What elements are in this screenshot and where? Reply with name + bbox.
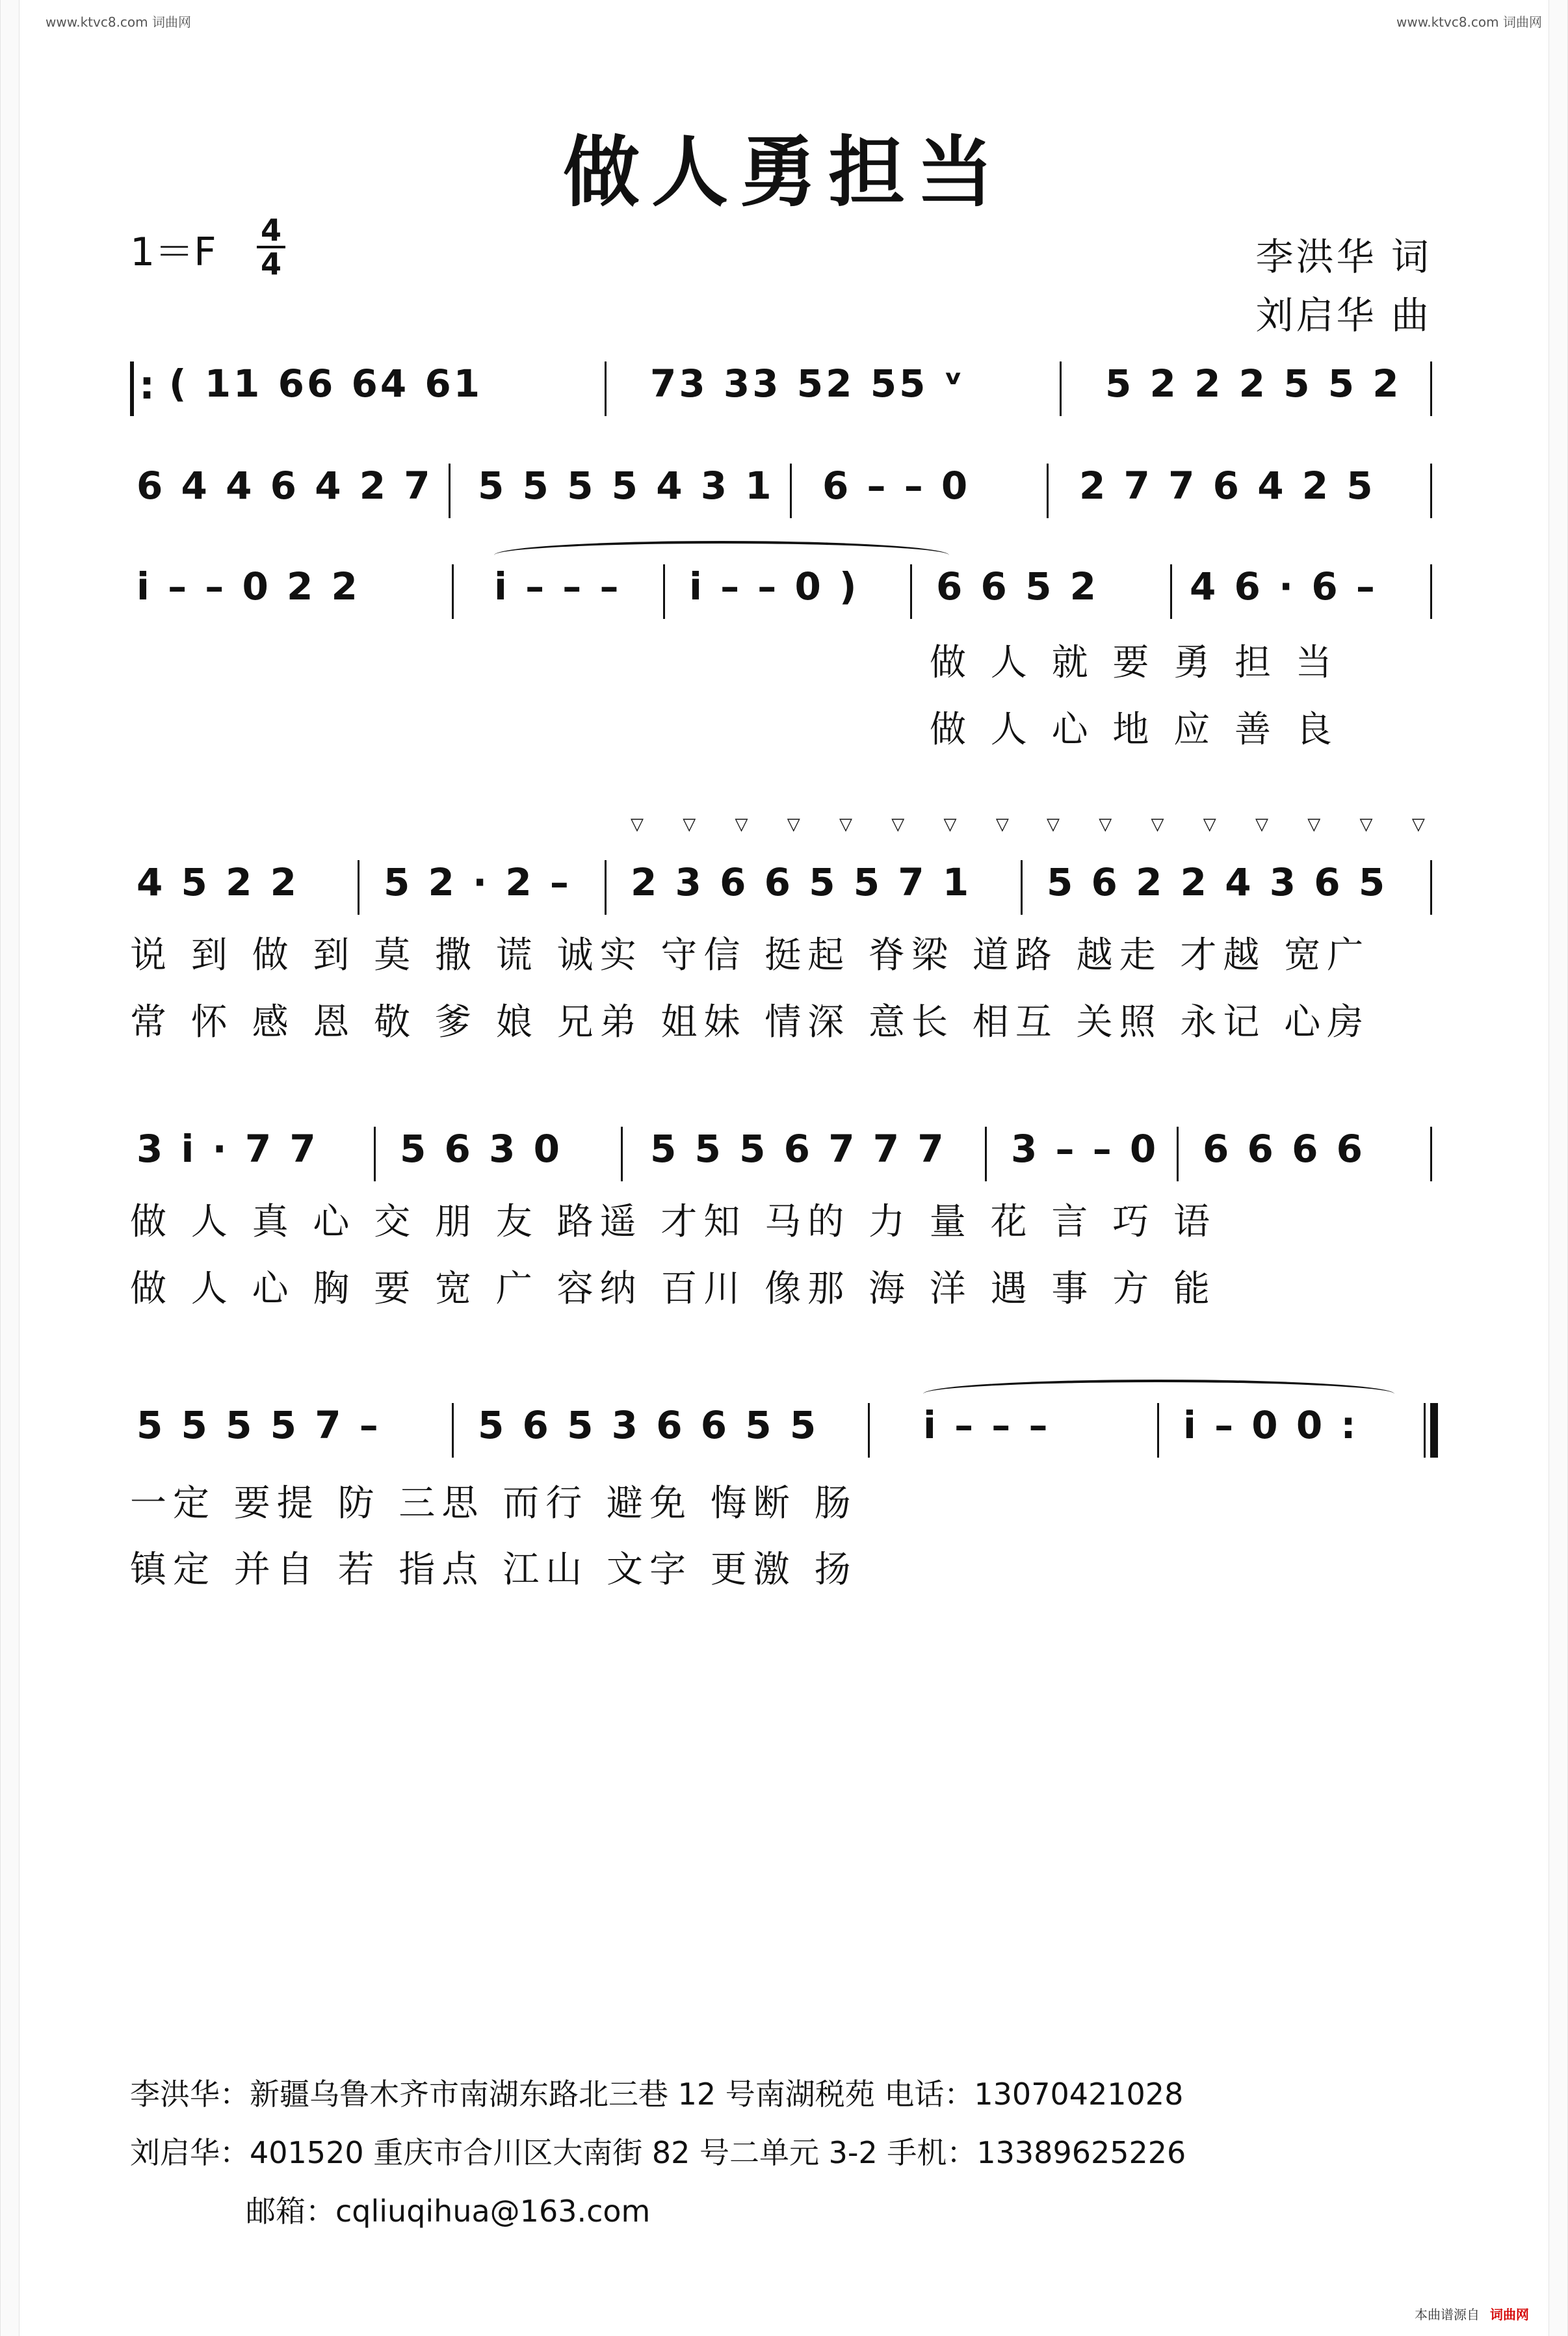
measure: 6 – – 0 bbox=[822, 464, 971, 508]
barline bbox=[1430, 860, 1432, 915]
lyric-verse-2: 做 人 心 地 应 善 良 bbox=[930, 709, 1339, 751]
barline bbox=[985, 1127, 987, 1181]
accent-marks: ▽ ▽ ▽ ▽ ▽ ▽ ▽ ▽ bbox=[631, 815, 1026, 834]
measure: 6 6 6 6 bbox=[1203, 1127, 1366, 1171]
lyric-verse-2: 常 怀 感 恩 敬 爹 娘 兄弟 姐妹 情深 意长 相互 关照 永记 心房 bbox=[130, 1001, 1370, 1043]
barline bbox=[1170, 564, 1172, 619]
left-margin-strip bbox=[0, 0, 20, 2336]
barline bbox=[1047, 464, 1049, 518]
barline bbox=[605, 860, 607, 915]
right-margin-strip bbox=[1548, 0, 1568, 2336]
measure: 5 5 5 6 7 7 7 bbox=[650, 1127, 947, 1171]
meter-top: 4 bbox=[257, 215, 285, 248]
barline bbox=[1430, 564, 1432, 619]
barline bbox=[452, 1403, 454, 1458]
lyric-verse-1: 做 人 就 要 勇 担 当 bbox=[930, 642, 1339, 684]
lyric-verse-2: 镇定 并自 若 指点 江山 文字 更激 扬 bbox=[130, 1549, 857, 1591]
barline bbox=[621, 1127, 623, 1181]
lyricist-credit: 李洪华 词 bbox=[1255, 235, 1431, 279]
measure: 4 5 2 2 bbox=[137, 860, 300, 904]
staff-line-1 bbox=[130, 356, 1440, 421]
measure: ( 11 66 64 61 bbox=[169, 361, 483, 406]
barline bbox=[1060, 361, 1062, 416]
lyric-verse-1: 做 人 真 心 交 朋 友 路遥 才知 马的 力 量 花 言 巧 语 bbox=[130, 1201, 1217, 1243]
barline bbox=[1021, 860, 1023, 915]
barline bbox=[358, 860, 359, 915]
measure: 5 6 3 0 bbox=[400, 1127, 563, 1171]
measure: 4 6 · 6 – bbox=[1190, 564, 1378, 609]
meter-bottom: 4 bbox=[260, 246, 281, 282]
measure: 5 5 5 5 4 3 1 bbox=[478, 464, 774, 508]
staff-line-5 bbox=[130, 1122, 1440, 1187]
watermark-left: www.ktvc8.com 词曲网 bbox=[46, 14, 192, 30]
email-contact: 邮箱：cqliuqihua@163.com bbox=[246, 2194, 651, 2229]
measure: 5 2 · 2 – bbox=[384, 860, 571, 904]
barline bbox=[910, 564, 912, 619]
barline bbox=[605, 361, 607, 416]
barline bbox=[374, 1127, 376, 1181]
measure: 2 7 7 6 4 2 5 bbox=[1079, 464, 1376, 508]
lyric-verse-2: 做 人 心 胸 要 宽 广 容纳 百川 像那 海 洋 遇 事 方 能 bbox=[130, 1268, 1217, 1310]
measure: 6 4 4 6 4 2 7 bbox=[137, 464, 433, 508]
lyric-verse-1: 说 到 做 到 莫 撒 谎 诚实 守信 挺起 脊梁 道路 越走 才越 宽广 bbox=[130, 934, 1370, 977]
barline bbox=[663, 564, 665, 619]
source-label: 本曲谱源自 bbox=[1415, 2307, 1480, 2322]
final-barline bbox=[1430, 1403, 1438, 1458]
barline bbox=[452, 564, 454, 619]
measure: i – – 0 2 2 bbox=[137, 564, 360, 609]
measure: 6 6 5 2 bbox=[936, 564, 1099, 609]
staff-line-6 bbox=[130, 1398, 1440, 1463]
staff-line-2 bbox=[130, 458, 1440, 523]
measure: 73 33 52 55 ᵛ bbox=[650, 361, 965, 406]
measure: 5 6 2 2 4 3 6 5 bbox=[1047, 860, 1388, 904]
repeat-end-barline bbox=[1424, 1403, 1426, 1458]
staff-line-4 bbox=[130, 815, 1442, 920]
watermark-right: www.ktvc8.com 词曲网 bbox=[1396, 14, 1542, 30]
composer-credit: 刘启华 曲 bbox=[1255, 293, 1431, 337]
measure: i – – 0 ) bbox=[689, 564, 859, 609]
barline bbox=[449, 464, 451, 518]
measure: 3 i · 7 7 bbox=[137, 1127, 319, 1171]
measure: i – 0 0 : bbox=[1183, 1403, 1359, 1447]
barline bbox=[1430, 361, 1432, 416]
source-footer bbox=[1415, 2304, 1529, 2323]
composer-contact: 刘启华：401520 重庆市合川区大南街 82 号二单元 3-2 手机：13389625226 bbox=[130, 2135, 1186, 2170]
barline bbox=[868, 1403, 870, 1458]
barline bbox=[1177, 1127, 1179, 1181]
lyric-verse-1: 一定 要提 防 三思 而行 避免 悔断 肠 bbox=[130, 1482, 857, 1525]
barline bbox=[790, 464, 792, 518]
key-signature: 1＝F bbox=[130, 230, 216, 275]
staff-line-3 bbox=[130, 559, 1440, 624]
measure: 5 6 5 3 6 6 5 5 bbox=[478, 1403, 819, 1447]
source-site: 词曲网 bbox=[1490, 2307, 1529, 2322]
lyricist-contact: 李洪华：新疆乌鲁木齐市南湖东路北三巷 12 号南湖税苑 电话：13070421028 bbox=[130, 2077, 1184, 2112]
barline bbox=[1430, 464, 1432, 518]
measure: 3 – – 0 bbox=[1011, 1127, 1159, 1171]
measure: i – – – bbox=[494, 564, 621, 609]
measure: 5 5 5 5 7 – bbox=[137, 1403, 381, 1447]
measure: 2 3 6 6 5 5 7 1 bbox=[631, 860, 972, 904]
measure: 5 2 2 2 5 5 2 bbox=[1105, 361, 1402, 406]
time-signature bbox=[257, 215, 285, 280]
measure: i – – – bbox=[923, 1403, 1051, 1447]
barline bbox=[1157, 1403, 1159, 1458]
accent-marks: ▽ ▽ ▽ ▽ ▽ ▽ ▽ ▽ bbox=[1047, 815, 1442, 834]
barline bbox=[1430, 1127, 1432, 1181]
song-title: 做人勇担当 bbox=[562, 127, 1005, 217]
repeat-start-barline bbox=[130, 361, 134, 416]
repeat-dots: : bbox=[139, 363, 155, 408]
